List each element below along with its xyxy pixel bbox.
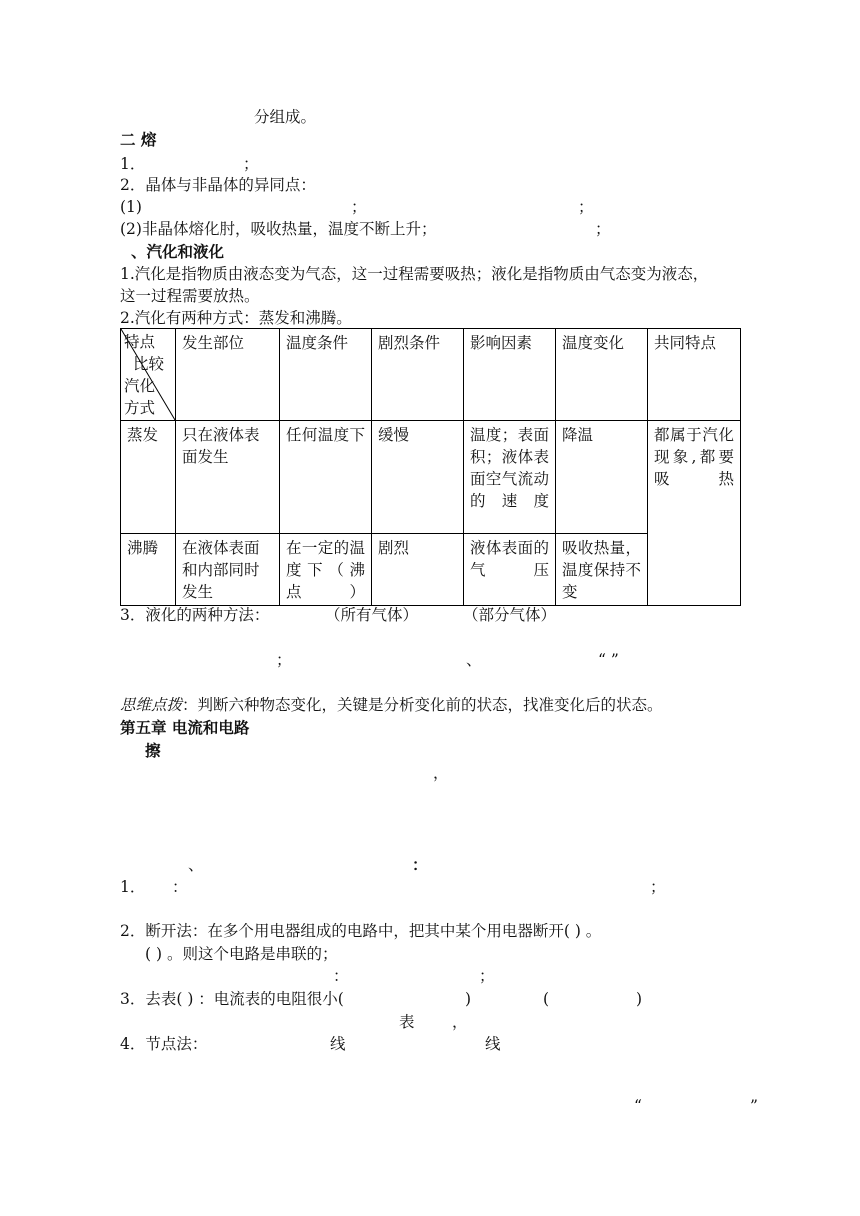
table-cell: 缓慢 — [372, 421, 464, 534]
text-fragment: 、 — [188, 856, 204, 874]
table-cell: 温度；表面积；液体表面空气流动的速度 — [464, 421, 556, 534]
comparison-table — [120, 328, 741, 606]
corner-label: 特点 — [124, 333, 156, 351]
text-fragment: 表 — [399, 1013, 415, 1031]
common-feature-cell: 都属于汽化现象,都要吸热 — [648, 421, 741, 606]
text-line: (1) — [120, 198, 142, 216]
text-fragment: ； — [595, 220, 611, 238]
tip-label: 思维点拨 — [120, 696, 183, 714]
table-row — [121, 421, 741, 534]
text-line: 3．去表( ) ：电流表的电阻很小( — [120, 990, 344, 1008]
text-fragment: ； — [479, 967, 495, 985]
text-line: 分组成。 — [254, 108, 317, 126]
column-header: 温度变化 — [556, 329, 648, 421]
text-fragment: ； — [243, 155, 259, 173]
text-fragment: “ ” — [598, 651, 619, 669]
text-line: 1.汽化是指物质由液态变为气态，这一过程需要吸热；液化是指物质由气态变为液态， — [120, 265, 709, 283]
table-cell: 任何温度下 — [280, 421, 372, 534]
text-fragment: “ — [634, 1097, 642, 1115]
row-label: 沸腾 — [121, 534, 176, 606]
table-cell: 剧烈 — [372, 534, 464, 606]
row-label: 蒸发 — [121, 421, 176, 534]
text-fragment: （所有气体） — [325, 606, 419, 624]
section-heading: 、汽化和液化 — [131, 242, 225, 261]
text-fragment: ” — [750, 1097, 758, 1115]
tip-line — [120, 696, 663, 714]
text-line: ( ) 。则这个电路是串联的； — [145, 945, 338, 963]
column-header: 发生部位 — [176, 329, 280, 421]
text-line: 2.汽化有两种方式：蒸发和沸腾。 — [120, 309, 352, 327]
text-line: 2．断开法：在多个用电器组成的电路中，把其中某个用电器断开( ) 。 — [120, 922, 602, 940]
table-cell: 在液体表面和内部同时发生 — [176, 534, 280, 606]
text-fragment: ( — [543, 990, 550, 1008]
corner-label: 方式 — [124, 399, 156, 417]
text-fragment: 线 — [330, 1035, 346, 1053]
table-cell: 吸收热量，温度保持不变 — [556, 534, 648, 606]
table-cell: 降温 — [556, 421, 648, 534]
text-fragment: ； — [578, 198, 594, 216]
table-cell: 在一定的温度下（沸点） — [280, 534, 372, 606]
text-fragment: ， — [433, 764, 449, 782]
table-cell: 液体表面的气压 — [464, 534, 556, 606]
text-fragment: ； — [650, 878, 666, 896]
text-line: 1． — [120, 878, 146, 896]
corner-label: 汽化 — [124, 377, 156, 395]
section-heading: 擦 — [145, 741, 161, 760]
text-fragment: ： — [412, 855, 428, 874]
column-header: 影响因素 — [464, 329, 556, 421]
text-line: 3．液化的两种方法： — [120, 606, 270, 624]
text-line: 1． — [120, 155, 146, 173]
text-fragment: ) — [636, 990, 643, 1008]
text-line: 这一过程需要放热。 — [120, 287, 260, 305]
text-fragment: 、 — [466, 651, 482, 669]
tip-text: ：判断六种物态变化，关键是分析变化前的状态，找准变化后的状态。 — [182, 696, 663, 714]
text-line: 2．晶体与非晶体的异同点： — [120, 176, 316, 194]
text-fragment: ) — [465, 990, 472, 1008]
table-header-row — [121, 329, 741, 421]
text-fragment: ： — [333, 967, 349, 985]
corner-label: 比较 — [133, 355, 165, 373]
section-heading: 二 熔 — [120, 130, 157, 149]
text-fragment: （部分气体） — [463, 606, 557, 624]
table-cell: 只在液体表面发生 — [176, 421, 280, 534]
text-fragment: ； — [276, 651, 292, 669]
column-header: 剧烈条件 — [372, 329, 464, 421]
text-line: 4．节点法： — [120, 1035, 208, 1053]
chapter-heading: 第五章 电流和电路 — [120, 718, 250, 737]
text-fragment: ， — [452, 1013, 468, 1031]
text-line: (2)非晶体熔化肘，吸收热量，温度不断上升； — [120, 220, 437, 238]
text-fragment: ； — [351, 198, 367, 216]
column-header: 温度条件 — [280, 329, 372, 421]
corner-cell — [121, 329, 176, 421]
column-header: 共同特点 — [648, 329, 741, 421]
text-fragment: 线 — [485, 1035, 501, 1053]
text-fragment: ： — [172, 878, 188, 896]
